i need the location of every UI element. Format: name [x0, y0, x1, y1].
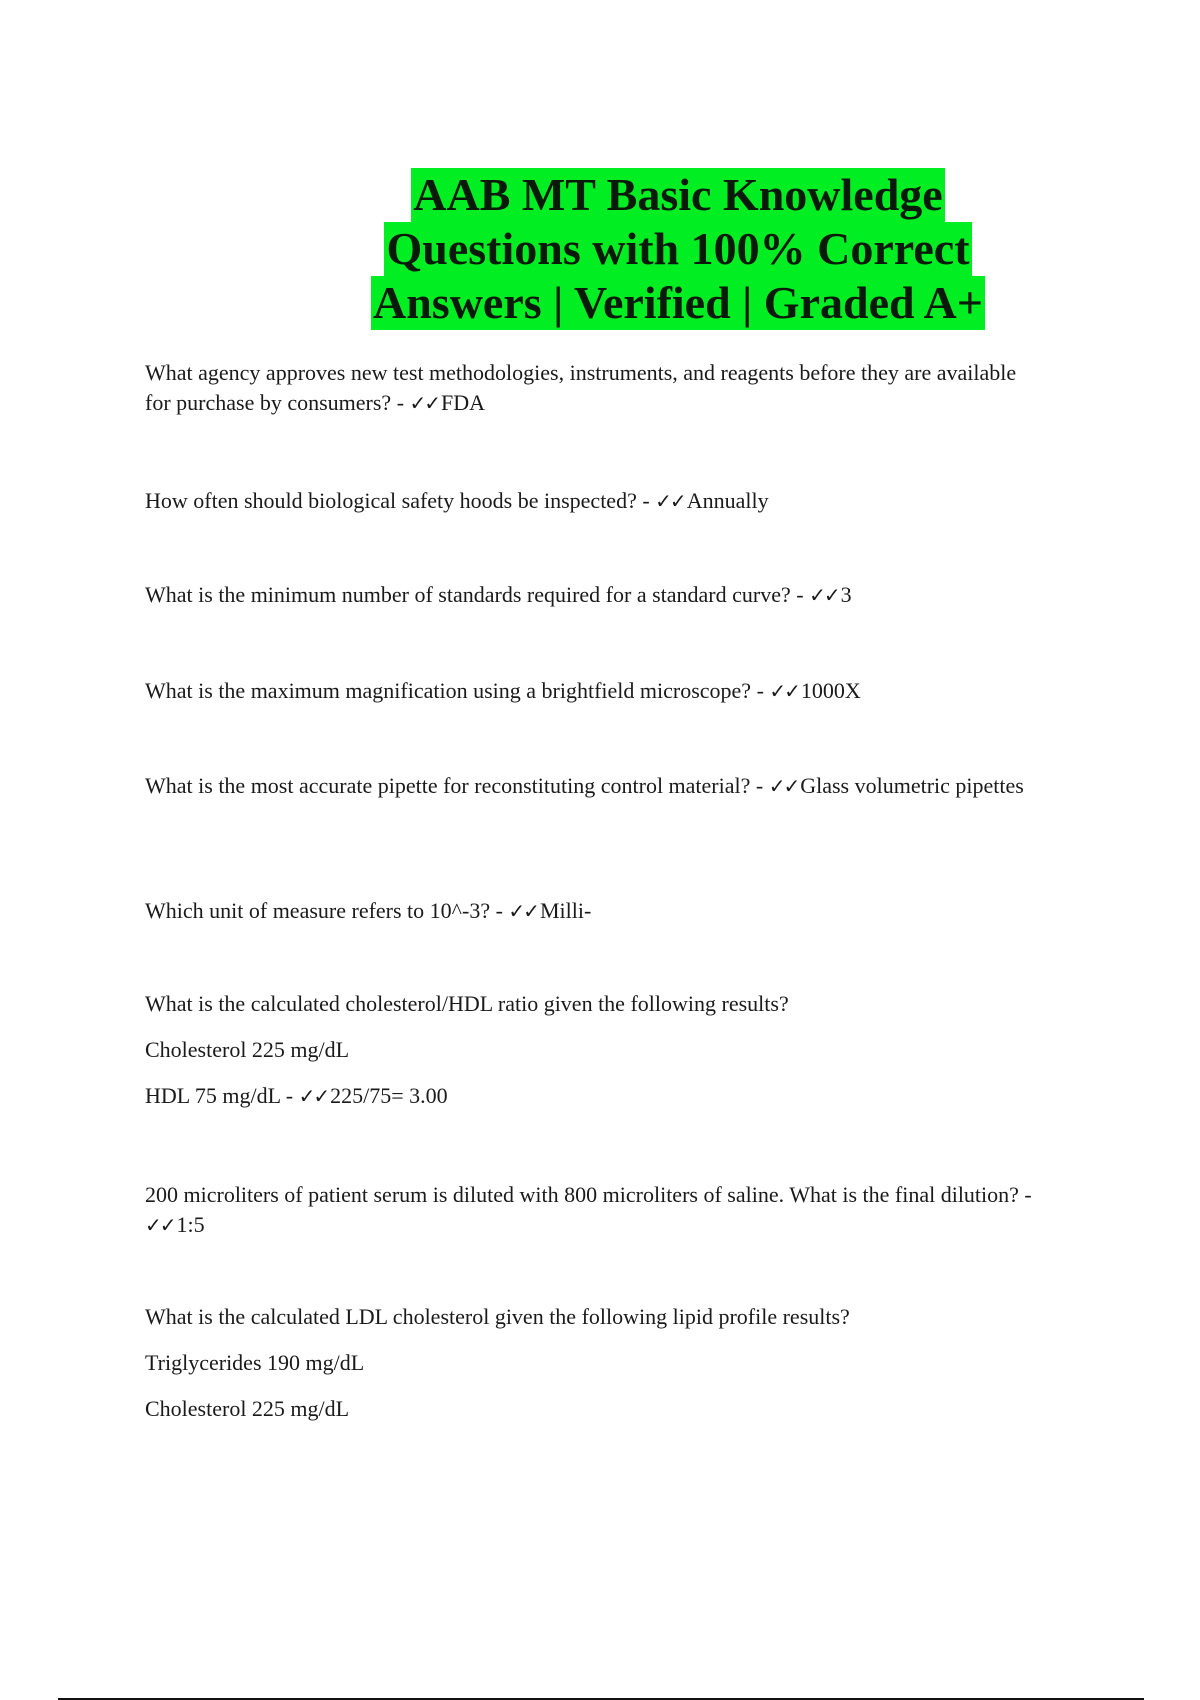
question-text: 200 microliters of patient serum is diluted with 800 microliters of saline. What is the final dilution? - — [145, 1182, 1032, 1207]
double-check-icon: ✓✓ — [145, 1213, 175, 1237]
qa-item-3 — [145, 580, 1045, 610]
qa-text — [145, 358, 1045, 418]
question-text: What is the minimum number of standards required for a standard curve? - — [145, 582, 810, 607]
document-title — [300, 168, 1056, 330]
qa-item-5 — [145, 771, 1045, 801]
qa-item-8 — [145, 1180, 1045, 1240]
question-text: How often should biological safety hoods be inspected? - — [145, 488, 656, 513]
qa-text — [145, 771, 1045, 801]
qa-item-4 — [145, 676, 1045, 706]
double-check-icon: ✓✓ — [298, 1084, 329, 1108]
qa-text — [145, 896, 1045, 926]
answer-text: 1:5 — [176, 1212, 205, 1237]
question-text: What is the calculated LDL cholesterol given the following lipid profile results? — [145, 1304, 850, 1329]
double-check-icon: ✓✓ — [768, 774, 799, 798]
result-line: Triglycerides 190 mg/dL — [145, 1350, 365, 1375]
qa-text — [145, 486, 1045, 516]
qa-item-1 — [145, 358, 1045, 418]
qa-text — [145, 1081, 1045, 1111]
title-line-3: Answers | Verified | Graded A+ — [373, 277, 983, 328]
double-check-icon: ✓✓ — [508, 899, 538, 923]
qa-text — [145, 676, 1045, 706]
qa-text — [145, 1180, 1045, 1240]
title-line-2: Questions with 100% Correct — [386, 223, 970, 274]
answer-text: Milli- — [539, 898, 592, 923]
answer-text: 3 — [840, 582, 852, 607]
question-text: What is the calculated cholesterol/HDL ratio given the following results? — [145, 991, 789, 1016]
double-check-icon: ✓✓ — [769, 679, 799, 703]
title-line-1: AAB MT Basic Knowledge — [413, 169, 943, 220]
double-check-icon: ✓✓ — [655, 489, 685, 513]
answer-text: 225/75= 3.00 — [330, 1083, 448, 1108]
qa-item-6 — [145, 896, 1045, 926]
answer-text: FDA — [441, 390, 486, 415]
double-check-icon: ✓✓ — [409, 391, 440, 415]
qa-item-9 — [145, 1302, 1045, 1424]
double-check-icon: ✓✓ — [809, 583, 839, 607]
answer-text: 1000X — [800, 678, 861, 703]
qa-text — [145, 580, 1045, 610]
question-text: Which unit of measure refers to 10^-3? - — [145, 898, 509, 923]
result-line: Cholesterol 225 mg/dL — [145, 1037, 350, 1062]
question-text: What agency approves new test methodologies, instruments, and reagents before they are available for purchase by consumers? - — [145, 360, 1017, 415]
qa-item-2 — [145, 486, 1045, 516]
question-text: What is the most accurate pipette for reconstituting control material? - — [145, 773, 769, 798]
qa-item-7 — [145, 989, 1045, 1111]
result-line: HDL 75 mg/dL - — [145, 1083, 299, 1108]
answer-text: Glass volumetric pipettes — [800, 773, 1024, 798]
result-line: Cholesterol 225 mg/dL — [145, 1396, 350, 1421]
answer-text: Annually — [686, 488, 769, 513]
question-text: What is the maximum magnification using a brightfield microscope? - — [145, 678, 770, 703]
